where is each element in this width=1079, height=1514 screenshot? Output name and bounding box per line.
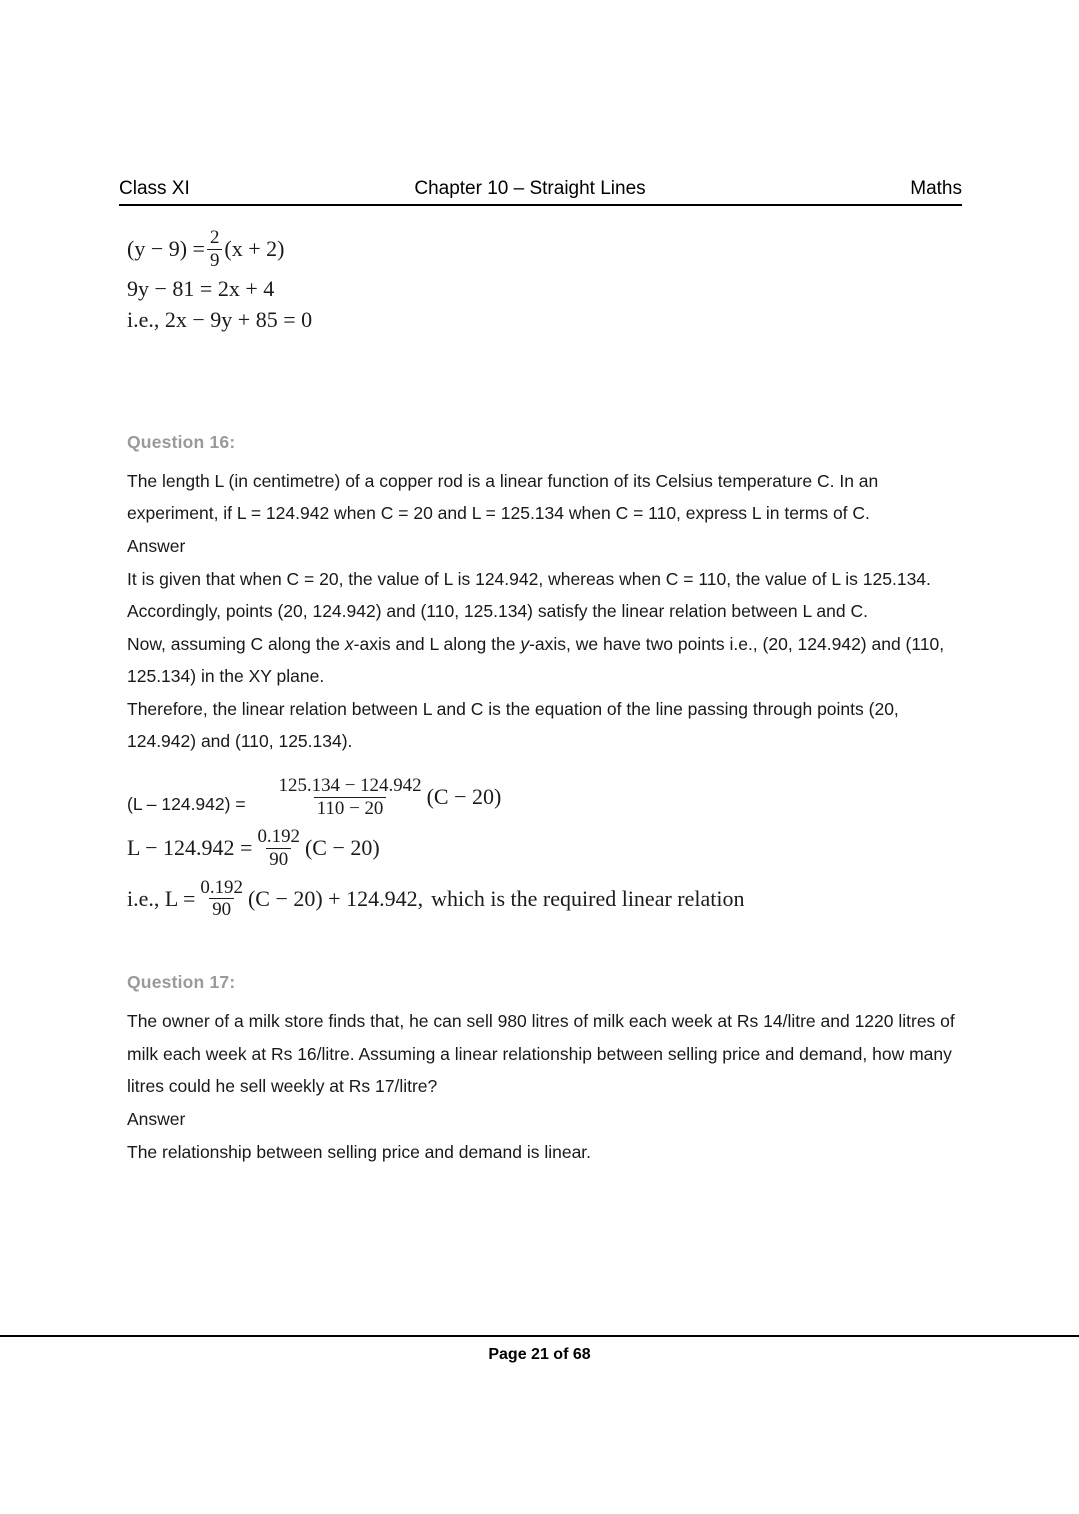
- question-17-answer-label: Answer: [127, 1109, 186, 1129]
- question-16-paragraph-4: Therefore, the linear relation between L and C is the equation of the line passing through points (20, 124.942) and (110, 125.134).: [127, 698, 899, 752]
- equation-3-factor: (C − 20) + 124.942,: [247, 885, 424, 911]
- page-content: [127, 228, 955, 1168]
- equation-line-1: [127, 228, 955, 271]
- question-16-paragraph-1: It is given that when C = 20, the value of L is 124.942, whereas when C = 110, the value of L is 125.134.: [127, 568, 931, 589]
- spacer-before-equation-1: [127, 758, 955, 776]
- fraction-numerator: 0.192: [257, 825, 300, 847]
- equation-2-lhs: L − 124.942 =: [127, 835, 253, 861]
- question-16-paragraph-2: Accordingly, points (20, 124.942) and (110, 125.134) satisfy the linear relation between L and C.: [127, 601, 868, 622]
- equation-line-2-text: 9y − 81 = 2x + 4: [127, 275, 275, 301]
- question-16-equation-1: [127, 776, 955, 819]
- fraction-0192-over-90: [254, 827, 303, 870]
- equation-line-3-text: i.e., 2x − 9y + 85 = 0: [127, 306, 313, 332]
- equation-line-3: [127, 306, 955, 332]
- question-17-prompt: The owner of a milk store finds that, he can sell 980 litres of milk each week at Rs 14/litre and 1220 litres of milk each week at Rs 16/litre. Assuming a linear relationship between selling price and demand, how many litres could he sell weekly at Rs 17/litre?: [127, 1011, 955, 1097]
- paragraph-3-part-c: -axis, we have two points i.e., (20, 124.942) and (110, 125.134) in the XY plane.: [127, 633, 945, 687]
- equation-3-trailing-note: which is the required linear relation: [431, 885, 745, 911]
- fraction-denominator: 90: [266, 848, 291, 870]
- fraction-0192-over-90: [197, 878, 246, 921]
- page-header: [119, 178, 962, 206]
- axis-variable-y: y: [520, 633, 530, 654]
- spacer-after-question-17-heading: [127, 993, 955, 1005]
- equation-2-factor: (C − 20): [304, 835, 380, 861]
- fraction-numerator: 0.192: [200, 876, 243, 898]
- fraction-numerator: 2: [209, 227, 220, 248]
- equation-1-factor: (C − 20): [426, 784, 502, 810]
- spacer-between-equations-2: [127, 870, 955, 878]
- header-chapter-title: Chapter 10 – Straight Lines: [414, 178, 646, 199]
- equation-block-carryover: [127, 228, 955, 331]
- paragraph-3-part-a: Now, assuming C along the: [127, 633, 345, 654]
- question-16-equation-3: [127, 878, 955, 921]
- question-16-answer-label: Answer: [127, 535, 186, 556]
- question-16-heading: Question 16:: [127, 431, 236, 452]
- equation-line-1-rhs: (x + 2): [224, 236, 285, 262]
- equation-3-lhs: i.e., L =: [127, 885, 196, 911]
- equation-line-1-lhs: (y − 9) =: [127, 236, 205, 262]
- footer-page-number: Page 21 of 68: [488, 1346, 591, 1363]
- fraction-denominator: 9: [207, 249, 222, 271]
- equation-1-lhs: (L – 124.942) =: [127, 793, 246, 814]
- question-17-heading: Question 17:: [127, 972, 236, 993]
- fraction-denominator: 110 − 20: [314, 797, 387, 819]
- spacer-before-question-16: [127, 340, 955, 432]
- fraction-2-over-9: [207, 228, 222, 271]
- equation-line-2: [127, 275, 955, 301]
- spacer-after-question-16-heading: [127, 453, 955, 465]
- paragraph-3-part-b: -axis and L along the: [353, 633, 521, 654]
- fraction-denominator: 90: [209, 898, 234, 920]
- axis-variable-x: x: [344, 633, 354, 654]
- fraction-difference-quotient: [276, 776, 425, 819]
- question-16-prompt: The length L (in centimetre) of a copper rod is a linear function of its Celsius temperature C. In an experiment, if L = 124.942 when C = 20 and L = 125.134 when C = 110, express L in terms of C.: [127, 470, 879, 524]
- question-17-paragraph-1: The relationship between selling price and demand is linear.: [127, 1141, 592, 1162]
- question-16-paragraph-3: [127, 628, 955, 693]
- equation-1-rhs: [274, 776, 502, 819]
- fraction-numerator: 125.134 − 124.942: [278, 775, 422, 797]
- footer-divider: [0, 1335, 1079, 1337]
- question-16-equation-2: [127, 827, 955, 870]
- header-subject-label: Maths: [910, 178, 962, 199]
- spacer-between-equations: [127, 819, 955, 827]
- header-class-label: Class XI: [119, 178, 190, 199]
- spacer-before-question-17: [127, 920, 955, 972]
